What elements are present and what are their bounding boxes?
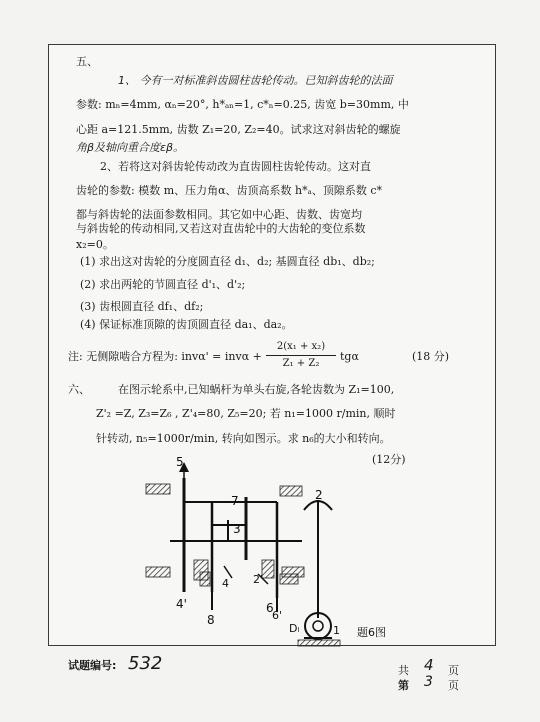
section6-score: (12分) [372,453,406,466]
problem1-line1: 1、 今有一对标准斜齿圆柱齿轮传动。已知斜齿轮的法面 [118,74,393,87]
label-gear-2: 2 [315,488,323,502]
page-number-suffix: 页 [448,679,459,692]
section-label: 五、 [76,55,98,68]
label-worm-1: 1 [333,624,340,637]
exam-number-label: 试题编号: [68,659,117,672]
worm-1-base [298,640,340,646]
label-gear-7: 7 [231,494,239,508]
problem2-line2: 齿轮的参数: 模数 m、压力角α、齿顶高系数 h*ₐ、顶隙系数 c* [76,184,383,197]
exam-number-value: 532 [128,653,163,674]
note-suffix: tgα [340,350,359,363]
frame-support-left-bottom [146,567,170,577]
label-gear-4: 4 [222,577,229,590]
problem2-q2: (2) 求出两轮的节圆直径 d'₁、d'₂; [80,278,246,291]
problem2-q1: (1) 求出这对齿轮的分度圆直径 d₁、d₂; 基圆直径 db₁、db₂; [80,255,375,268]
gear-4prime-block [200,572,210,586]
section6-label: 六、 [68,383,90,396]
problem2-line4: 与斜齿轮的传动相同,又若这对直齿轮中的大齿轮的变位系数 [76,222,366,235]
total-pages-suffix: 页 [448,664,459,677]
gear-6prime-block [280,574,298,584]
label-gear-5: 5 [176,455,184,469]
note-score: (18 分) [412,350,450,363]
problem2-line1: 2、若将这对斜齿轮传动改为直齿圆柱齿轮传动。这对直 [100,160,371,173]
problem1-line2: 参数: mₙ=4mm, αₙ=20°, h*ₐₙ=1, c*ₙ=0.25, 齿宽 b=30mm, 中 [76,98,409,111]
label-gear-8: 8 [207,613,215,627]
label-gear-3: 3 [233,522,241,536]
page-number-prefix: 第 [398,679,409,692]
figure-caption: 题6图 [357,626,386,639]
total-pages-value: 4 [424,656,434,674]
frame-support-left-top [146,484,170,494]
total-pages-prefix: 共 [398,664,409,677]
problem1-line4: 角β及轴向重合度εβ。 [76,141,184,154]
worm-1-inner [313,621,323,631]
problem1-line3: 心距 a=121.5mm, 齿数 Z₁=20, Z₂=40。试求这对斜齿轮的螺旋 [76,123,401,136]
frame-support-right-top [280,486,302,496]
section6-line3: 针转动, n₅=1000r/min, 转向如图示。求 n₆的大小和转向。 [96,432,391,445]
label-gear-6: 6 [266,601,274,615]
problem2-q4: (4) 保证标准顶隙的齿顶圆直径 da₁、da₂。 [80,318,293,331]
label-gear-2prime: 2' [253,573,264,586]
problem2-q3: (3) 齿根圆直径 df₁、df₂; [80,300,204,313]
formula-numerator: 2(x₁ + x₂) [276,341,326,352]
label-gear-6prime: 6' [272,609,283,622]
label-gear-4prime: 4' [176,597,187,611]
problem2-line5: x₂=0。 [76,238,114,251]
gear-2prime-block [262,560,274,578]
label-dl: Dₗ [289,622,300,635]
section6-line1: 在图示轮系中,已知蜗杆为单头右旋,各轮齿数为 Z₁=100, [118,383,395,396]
problem2-line3: 都与斜齿轮的法面参数相同。其它如中心距、齿数、齿宽均 [76,208,362,221]
page-number-value: 3 [424,674,433,690]
section6-line2: Z'₂ =Z, Z₃=Z₆ , Z'₄=80, Z₅=20; 若 n₁=1000 r/min, 顺时 [96,407,396,420]
note-prefix: 注: 无侧隙啮合方程为: invα' = invα + [68,350,262,363]
formula-denominator: Z₁ + Z₂ [282,358,320,369]
